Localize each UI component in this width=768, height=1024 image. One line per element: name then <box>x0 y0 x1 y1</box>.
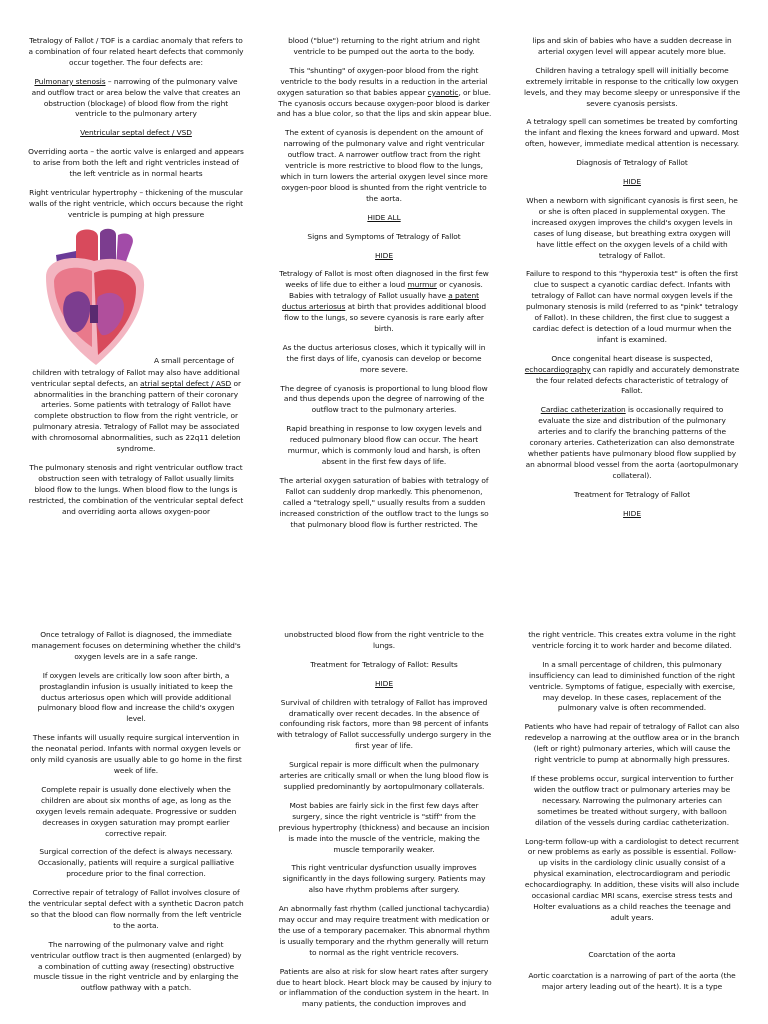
catheterization-paragraph: Cardiac catheterization is occasionally required to evaluate the size and distribution of the pulmonary arteries and to clarify the branching patterns of the coronary arteries. Catheterization can also demonstrate whether patients have pulmonary blood flow supplied by an abnormal blood vessel from the aorta (aortopulmonary collateral). <box>525 405 739 480</box>
renarrowing-paragraph: Patients who have had repair of tetralogy of Fallot can also redevelop a narrowing at the outflow area or in the branch (left or right) pulmonary arteries, which will cause the right ventricle to pump at abnormally high pressures. <box>524 722 740 765</box>
surgical-correction-paragraph: Surgical correction of the defect is always necessary. Occasionally, patients will require a surgical palliative procedure prior to the final correction. <box>38 847 234 879</box>
pulmonary-stenosis-link[interactable]: Pulmonary stenosis <box>34 76 106 86</box>
signs-heading: Signs and Symptoms of Tetralogy of Fallot <box>307 231 461 241</box>
hide-diagnosis-link[interactable]: HIDE <box>623 177 641 187</box>
long-term-followup-paragraph: Long-term follow-up with a cardiologist to detect recurrent or new problems as early as possible is essential. Follow-up visits in the cardiology clinic usually consist of a physical examination, electrocardiogram and periodic echocardiography. In addition, these visits will also include occasional cardiac MRI scans, exercise stress tests and Holter evaluations as a child reaches the teenage and adult years. <box>524 836 740 922</box>
heart-caption: A small percentage of <box>154 355 234 365</box>
neonatal-surgery-paragraph: These infants will usually require surgical intervention in the neonatal period. Infants with normal oxygen levels or only mild cyanosis are usually able to go home in the first week of life. <box>30 733 242 775</box>
pulmonary-insufficiency-paragraph: In a small percentage of children, this pulmonary insufficiency can lead to diminished function of the right ventricle. Symptoms of fatigue, especially with exercise, may develop. In these cases, replacement of the pulmonary valve is often recommended. <box>528 659 736 713</box>
coarctation-paragraph: Aortic coarctation is a narrowing of part of the aorta (the major artery leading out of the heart). It is a type <box>528 970 736 991</box>
cyanosis-extent-paragraph: The extent of cyanosis is dependent on the amount of narrowing of the pulmonary valve and right ventricular outflow tract. A narrower outflow tract from the right ventricle is more restrictive to blood flow to the lungs, which in turn lowers the arterial oxygen level since more oxygen-poor blood is shunted from the right ventricle to the aorta. <box>280 128 488 203</box>
tetralogy-spell-paragraph: The arterial oxygen saturation of babies with tetralogy of Fallot can suddenly drop markedly. This phenomenon, called a "tetralogy spell," usually results from a sudden increased constriction of the outflow tract to the lungs so that pulmonary blood flow is further restricted. The <box>279 475 489 529</box>
cyanosis-degree-paragraph: The degree of cyanosis is proportional to lung blood flow and thus depends upon the degree of narrowing of the outflow tract to the pulmonary arteries. <box>280 383 488 415</box>
catheterization-link[interactable]: Cardiac catheterization <box>540 405 626 415</box>
additional-defects-paragraph: children with tetralogy of Fallot may also have additional ventricular septal defects, an atrial septal defect / ASD or abnormalities in the branching pattern of their coronary arteries. Some patients with tetralogy of Fallot have complete obstruction to flow from the right ventricle, or pulmonary atresia. Tetralogy of Fallot may be associated with chromosomal abnormalities, such as 22q11 deletion syndrome. <box>31 367 241 454</box>
echocardiography-paragraph: Once congenital heart disease is suspected, echocardiography can rapidly and accurately demonstrate the four related defects characteristic of tetralogy of Fallot. <box>524 353 740 396</box>
heart-illustration-icon <box>36 227 152 367</box>
supplemental-oxygen-paragraph: When a newborn with significant cyanosis is first seen, he or she is often placed in supplemental oxygen. The increased oxygen improves the child's oxygen levels in cases of lung disease, but breathing extra oxygen will have little effect on the oxygen levels of a child with tetralogy of Fallot. <box>526 195 738 260</box>
postop-sick-paragraph: Most babies are fairly sick in the first few days after surgery, since the right ventricle is "stiff" from the previous hypertrophy (thickness) and because an incision is made into the muscle of the ventricle, making the muscle temporarily weaker. <box>278 800 490 854</box>
spell-continuation: lips and skin of babies who have a sudden decrease in arterial oxygen level will appear acutely more blue. <box>532 36 732 56</box>
results-heading: Treatment for Tetralogy of Fallot: Results <box>310 659 458 669</box>
intro-paragraph: Tetralogy of Fallot / TOF is a cardiac anomaly that refers to a combination of four related heart defects that commonly occur together. The four defects are: <box>28 36 244 67</box>
cyanotic-link[interactable]: cyanotic <box>427 87 459 97</box>
echocardiography-link[interactable]: echocardiography <box>524 364 591 374</box>
defect-rv-hypertrophy: Right ventricular hypertrophy – thickening of the muscular walls of the right ventricle, which occurs because the right ventricle is pumping at high pressure <box>28 187 244 219</box>
defect-overriding-aorta: Overriding aorta – the aortic valve is enlarged and appears to arise from both the left and right ventricles instead of the left ventricle as in normal hearts <box>28 147 244 179</box>
heart-block-paragraph: Patients are also at risk for slow heart rates after surgery due to heart block. Heart block may be caused by injury to or inflammation of the conduction system in the heart. In many patients, the conduction improves and <box>276 966 492 1009</box>
patent-ductus-link[interactable]: a patent ductus arteriosus <box>281 291 479 312</box>
outflow-augment-paragraph: The narrowing of the pulmonary valve and right ventricular outflow tract is then augmented (enlarged) by a combination of cutting away (resecting) obstructive muscle tissue in the right ventricle and by enlarging the outflow pathway with a patch. <box>30 939 242 993</box>
spell-treatment-paragraph: A tetralogy spell can sometimes be treated by comforting the infant and flexing the knees forward and upward. Most often, however, immediate medical attention is necessary. <box>524 117 740 149</box>
bottom-column-1 <box>28 630 244 1002</box>
hyperoxia-test-paragraph: Failure to respond to this "hyperoxia test" is often the first clue to suspect a cyanotic cardiac defect. Infants with tetralogy of Fallot can have normal oxygen levels if the pulmonary stenosis is mild (referred to as "pink" tetralogy of Fallot). In these children, the first clue to suggest a cardiac defect is detection of a loud murmur when the infant is examined. <box>525 269 739 344</box>
rapid-breathing-paragraph: Rapid breathing in response to low oxygen levels and reduced pulmonary blood flow can occur. The heart murmur, which is commonly loud and harsh, is often absent in the first few days of life. <box>286 424 482 466</box>
hide-all-link[interactable]: HIDE ALL <box>367 212 401 222</box>
hide-treatment-link[interactable]: HIDE <box>623 508 641 518</box>
top-column-2 <box>276 36 492 538</box>
spell-irritable-paragraph: Children having a tetralogy spell will initially become extremely irritable in response to the critically low oxygen levels, and they may become sleepy or unresponsive if the severe cyanosis persists. <box>524 65 740 108</box>
coarctation-heading: Coarctation of the aorta <box>588 949 676 959</box>
difficult-repair-paragraph: Surgical repair is more difficult when the pulmonary arteries are critically small or when the lung blood flow is supplied predominantly by aortopulmonary collaterals. <box>279 760 489 791</box>
corrective-repair-paragraph: Corrective repair of tetralogy of Fallot involves closure of the ventricular septal defect with a synthetic Dacron patch so that the blood can flow normally from the left ventricle to the aorta. <box>28 888 244 930</box>
further-intervention-paragraph: If these problems occur, surgical intervention to further widen the outflow tract or pulmonary arteries may be necessary. Narrowing the pulmonary arteries can sometimes be treated without surgery, with balloon dilation of the vessels during cardiac catheterization. <box>530 773 734 827</box>
management-paragraph: Once tetralogy of Fallot is diagnosed, the immediate management focuses on determining whether the child's oxygen levels are in a safe range. <box>31 630 241 661</box>
hide-signs-link[interactable]: HIDE <box>375 250 393 260</box>
asd-link[interactable]: atrial septal defect / ASD <box>140 378 232 388</box>
tachycardia-paragraph: An abnormally fast rhythm (called junctional tachycardia) may occur and may require treatment with medication or the use of a temporary pacemaker. This abnormal rhythm is usually temporary and the rhythm generally will return to normal as the right ventricle recovers. <box>278 904 490 957</box>
hide-results-link[interactable]: HIDE <box>375 678 393 688</box>
unobstructed-flow-continuation: unobstructed blood flow from the right ventricle to the lungs. <box>284 630 484 650</box>
top-column-3 <box>524 36 740 528</box>
prostaglandin-paragraph: If oxygen levels are critically low soon after birth, a prostaglandin infusion is usually initiated to keep the ductus arteriosus open which will provide additional pulmonary blood flow and increase the child's oxygen level. <box>37 670 235 724</box>
bottom-column-2 <box>276 630 492 1018</box>
pulmonary-flow-paragraph: The pulmonary stenosis and right ventricular outflow tract obstruction seen with tetralogy of Fallot usually limits blood flow to the lungs. When blood flow to the lungs is restricted, the combination of the ventricular septal defect and overriding aorta allows oxygen-poor <box>28 462 244 516</box>
rv-dysfunction-paragraph: This right ventricular dysfunction usually improves significantly in the days following surgery. Patients may also have rhythm problems after surgery. <box>282 863 486 895</box>
defect-vsd: Ventricular septal defect / VSD <box>80 128 192 138</box>
complete-repair-paragraph: Complete repair is usually done electively when the children are about six months of age, as long as the oxygen levels remain adequate. Progressive or sudden decreases in oxygen saturation may prompt earlier corrective repair. <box>35 784 237 838</box>
bottom-column-3 <box>524 630 740 1000</box>
top-column-1 <box>28 36 244 525</box>
rv-volume-continuation: the right ventricle. This creates extra volume in the right ventricle forcing it to work harder and become dilated. <box>528 630 736 650</box>
murmur-link[interactable]: murmur <box>407 280 437 290</box>
diagnosis-heading: Diagnosis of Tetralogy of Fallot <box>576 158 688 168</box>
survival-paragraph: Survival of children with tetralogy of Fallot has improved dramatically over recent decades. In the absence of confounding risk factors, more than 98 percent of infants with tetralogy of Fallot successfully undergo surgery in the first year of life. <box>276 697 492 751</box>
heart-figure <box>28 227 244 367</box>
diagnosis-timing-paragraph: Tetralogy of Fallot is most often diagnosed in the first few weeks of life due to either a loud murmur or cyanosis. Babies with tetralogy of Fallot usually have a patent ductus arteriosus at birth that provides additional blood flow to the lungs, so severe cyanosis is rare early after birth. <box>279 269 489 333</box>
page-divider <box>0 606 768 614</box>
shunting-paragraph: This "shunting" of oxygen-poor blood from the right ventricle to the body results in a reduction in the arterial oxygen saturation so that babies appear cyanotic, or blue. The cyanosis occurs because oxygen-poor blood is darker and has a blue color, so that the lips and skin appear blue. <box>276 65 492 119</box>
defect-pulmonary-stenosis: Pulmonary stenosis – narrowing of the pulmonary valve and outflow tract or area below the valve that creates an obstruction (blockage) of blood flow from the right ventricle to the pulmonary artery <box>31 76 241 119</box>
shunt-continuation: blood ("blue") returning to the right atrium and right ventricle to be pumped out the aorta to the body. <box>288 36 480 56</box>
treatment-heading: Treatment for Tetralogy of Fallot <box>573 489 691 499</box>
ductus-closing-paragraph: As the ductus arteriosus closes, which it typically will in the first days of life, cyanosis can develop or become more severe. <box>282 342 486 374</box>
